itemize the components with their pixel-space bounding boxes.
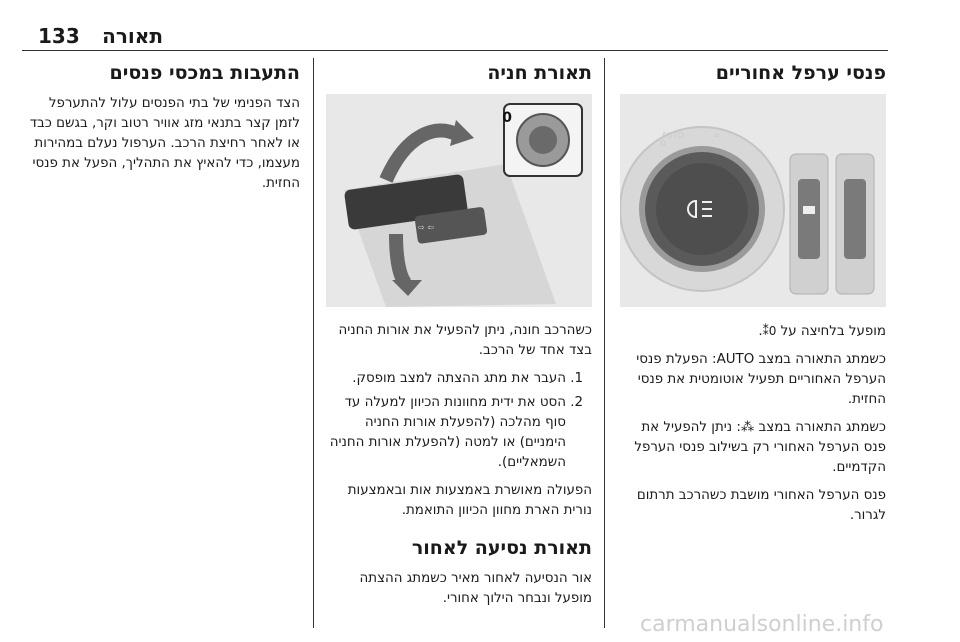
para-rear-fog-position: כשמתג התאורה במצב ⁂: ניתן להפעיל את פנס הערפל האחורי רק בשילוב פנסי הערפל הקדמיים.	[634, 420, 886, 475]
heading-reversing-lights: תאורת נסיעה לאחור	[411, 537, 592, 559]
header-rule	[22, 50, 888, 51]
column-parking-lights	[324, 60, 592, 617]
para-rear-fog-toggle: מופעל בלחיצה על 0⁑.	[618, 321, 886, 342]
svg-text:O: O	[659, 139, 666, 148]
column-rear-fog	[618, 60, 886, 534]
para-parking-confirm: הפעולה מאושרת באמצעות אות ובאמצעות נורית הארת מחוון הכיוון התואמת.	[347, 483, 592, 518]
parking-steps-list	[324, 369, 592, 473]
para-rear-fog-towing: פנס הערפל האחורי מושבת כשהרכב תרתום לגרור.	[636, 488, 886, 523]
figure-turn-signal-lever	[326, 94, 592, 307]
para-rear-fog-auto: כשמתג התאורה במצב AUTO: הפעלת פנסי הערפל האחוריים תפעיל אוטומטית את פנסי החזית.	[636, 352, 886, 407]
lever-marking: ⇦ ⇨	[418, 223, 434, 232]
page-header	[0, 0, 960, 50]
para-parking-intro: כשהרכב חונה, ניתן להפעיל את אורות החניה בצד אחד של הרכב.	[338, 323, 592, 358]
figure-light-switch	[620, 94, 886, 307]
heading-rear-fog: פנסי ערפל אחוריים	[715, 62, 886, 84]
para-condensation: הצד הפנימי של בתי הפנסים עלול להתערפל לזמן קצר בתנאי מזג אוויר רטוב וקר, בגשם כבד או לאחר רחיצת הרכב. הערפול נעלם במהירות מעצמו, כדי להאיץ את התהליך, הפעל את פנסי החזית.	[29, 96, 300, 191]
running-head: תאורה	[102, 24, 163, 48]
column-condensation	[24, 60, 300, 202]
svg-text:AUTO: AUTO	[661, 131, 684, 140]
heading-parking-lights: תאורת חניה	[487, 62, 592, 84]
parking-step-2: 2. הסט את ידית מחוונות הכיוון למעלה עד סוף מהלכה (להפעלת אורות החניה הימניים) או למטה (להפעלת אורות החניה השמאליים).	[324, 393, 566, 473]
column-divider-right	[604, 58, 605, 628]
heading-condensation: התעבות במכסי פנסים	[109, 62, 300, 84]
rear-fog-light-icon: 0⁑	[762, 324, 777, 338]
column-divider-left	[313, 58, 314, 628]
svg-text:≈: ≈	[713, 131, 720, 140]
page-number: 133	[38, 24, 80, 48]
watermark: carmanualsonline.info	[640, 612, 884, 637]
parking-step-1: 1. העבר את מתג ההצתה למצב מופסק.	[324, 369, 566, 389]
ignition-off-label: 0	[502, 110, 512, 126]
para-reversing-lights: אור הנסיעה לאחור מאיר כשמתג ההצתה מופעל ונבחר הילוך אחורי.	[359, 571, 592, 606]
